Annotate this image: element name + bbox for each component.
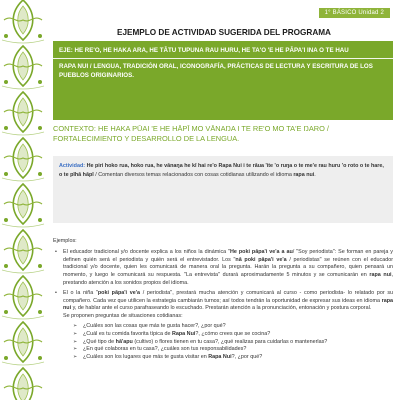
examples-section bbox=[53, 238, 393, 362]
activity-label: Actividad: bbox=[59, 163, 86, 169]
arrow-bullet-icon: ➢ bbox=[73, 322, 78, 329]
text-run: , prestando atención a los sonidos propios del idioma. bbox=[63, 272, 393, 286]
grade-unit-badge: 1° BÁSICO Unidad 2 bbox=[319, 8, 390, 18]
question-text: ¿En qué colaboras en tu casa?, ¿cuáles son tus responsabilidades? bbox=[83, 346, 247, 353]
text-run: / "Soy periodista": Se forman en pareja y definen quién será el periodista y quién será el entrevistador. Los " bbox=[63, 248, 393, 263]
question-bold: Rapa Nui bbox=[172, 330, 196, 337]
question-text: ?, ¿cómo crees que se cocina? bbox=[195, 330, 271, 337]
list-item bbox=[73, 323, 393, 331]
activity-panel bbox=[53, 156, 393, 223]
question-text: ¿Cuál es tu comida favorita típica de bbox=[83, 330, 172, 337]
question-bold: Rapa Nui bbox=[208, 354, 232, 361]
list-item bbox=[73, 339, 393, 347]
list-item bbox=[73, 346, 393, 354]
example-item-1 bbox=[53, 249, 393, 288]
question-list bbox=[53, 323, 393, 362]
example-item-2 bbox=[53, 290, 393, 321]
question-text: ?, ¿por qué? bbox=[231, 354, 263, 361]
bullet-icon: • bbox=[55, 248, 57, 255]
leaf-pattern-icon bbox=[0, 0, 46, 400]
activity-text-spanish: / Comentan diversos temas relacionados con cosas cotidianas utilizando el idioma bbox=[93, 171, 294, 178]
questions-intro: Se proponen preguntas de situaciones cotidianas: bbox=[63, 313, 183, 320]
list-item bbox=[73, 331, 393, 339]
activity-text-rapanui: He piri hoko rua, hoko rua, he vānaŋa he kī hai re'o Rapa Nui i te rāua 'ite 'o ruŋa o te me'e rau huru 'o roto o te hare, o te pīhā hāpī bbox=[59, 163, 384, 178]
arrow-bullet-icon: ➢ bbox=[73, 330, 78, 337]
bullet-icon: • bbox=[55, 289, 57, 296]
question-text: ¿Qué tipo de bbox=[83, 338, 116, 345]
subject-line: RAPA NUI / LENGUA, TRADICIÓN ORAL, ICONOGRAFÍA, PRÁCTICAS DE LECTURA Y ESCRITURA DE LOS PUEBLOS ORIGINARIOS. bbox=[59, 63, 373, 79]
text-run-bold: poki pāpa'i ve'a bbox=[97, 289, 141, 296]
text-run-bold: He poki pāpa'i ve'a a au bbox=[230, 248, 293, 255]
activity-text-end: . bbox=[314, 171, 316, 178]
arrow-bullet-icon: ➢ bbox=[73, 346, 78, 353]
examples-heading: Ejemplos: bbox=[53, 238, 77, 244]
page-title: EJEMPLO DE ACTIVIDAD SUGERIDA DEL PROGRAMA bbox=[117, 28, 331, 37]
question-bold: hā'apu bbox=[115, 338, 133, 345]
axis-panel bbox=[53, 41, 393, 120]
text-run: El o la niña " bbox=[63, 289, 98, 296]
decorative-border bbox=[0, 0, 46, 400]
question-text: ¿Cuáles son los lugares que más te gusta visitar en bbox=[83, 354, 209, 361]
text-run-bold: rapa nui bbox=[369, 272, 392, 279]
list-item bbox=[73, 354, 393, 362]
context-line: CONTEXTO: HE HAKA PŪAI 'E HE HĀPĪ MO VĀNAŊA I TE RE'O MO TA'E ŊARO / FORTALECIMIENTO Y DESARROLLO DE LA LENGUA. bbox=[53, 124, 329, 143]
text-run-bold: rapa nui bbox=[63, 297, 393, 312]
question-text: ¿Cuáles son las cosas que más te gusta hacer?, ¿por qué? bbox=[83, 322, 226, 329]
text-run: El educador tradicional y/o docente explica a los niños la dinámica " bbox=[63, 248, 231, 255]
text-run-bold: nā poki pāpa'i ve'a bbox=[235, 256, 287, 263]
arrow-bullet-icon: ➢ bbox=[73, 338, 78, 345]
text-run: / periodista", prestará mucha atención y comunicará al curso - como periodista- lo relatado por su compañero. Cada vez que utilicen la estrategia cambiarán turnos; así todos tendrán la oportunidad de expresar sus ideas en idioma bbox=[63, 289, 394, 304]
question-text: (cultivo) o flores tienen en tu casa?, ¿qué realizas para cuidarlas o mantenerlas? bbox=[132, 338, 328, 345]
arrow-bullet-icon: ➢ bbox=[73, 354, 78, 361]
divider bbox=[53, 58, 393, 59]
text-run: y, de hablar ante el curso parafraseando lo escuchado. Prestarán atención a la pronunciación, entonación y postura corporal. bbox=[71, 305, 372, 312]
activity-text-bold-end: rapa nui bbox=[293, 171, 315, 178]
text-run: / periodistas" se reúnen con el educador tradicional y/o docente, quien les comunicará de manera oral la pregunta. Harán la pregunta a su compañero, quien pensará un momento, y luego le comunicará su respuesta. "La entrevista" durará aproximadamente 5 minutos y se comunicarán en bbox=[63, 256, 393, 279]
axis-line: EJE: HE RE'O, HE HAKA ARA, HE TĀTU TUPUNA RAU HURU, HE TA'O 'E HE PĀPA'I INA O TE HAU bbox=[59, 47, 349, 54]
